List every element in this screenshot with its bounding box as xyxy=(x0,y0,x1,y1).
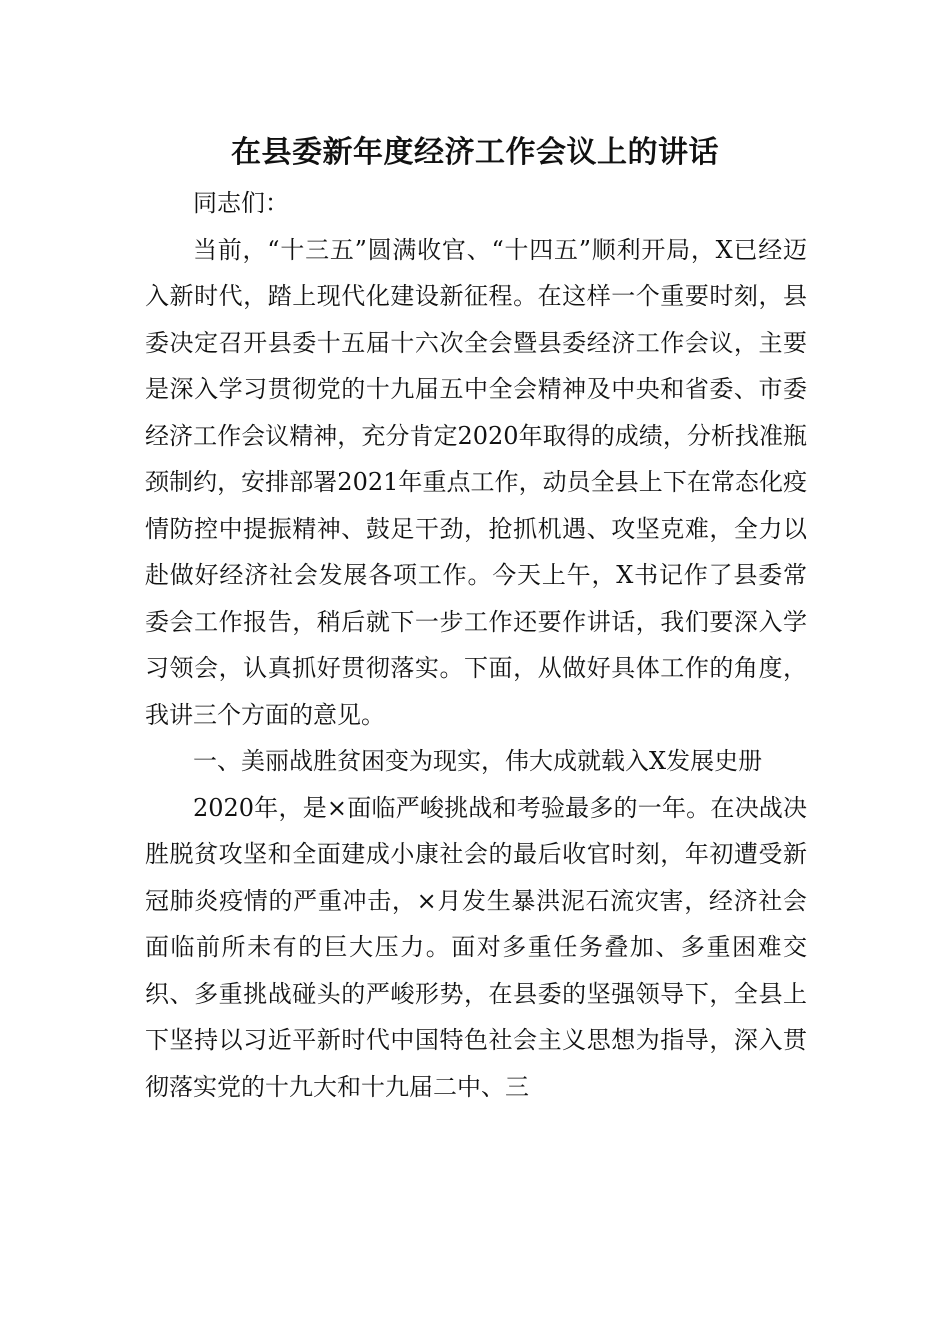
body-paragraph: 2020年，是×面临严峻挑战和考验最多的一年。在决战决胜脱贫攻坚和全面建成小康社会的最后收官时刻，年初遭受新冠肺炎疫情的严重冲击，×月发生暴洪泥石流灾害，经济社会面临前所未有的巨大压力。面对多重任务叠加、多重困难交织、多重挑战碰头的严峻形势，在县委的坚强领导下，全县上下坚持以习近平新时代中国特色社会主义思想为指导，深入贯彻落实党的十九大和十九届二中、三 xyxy=(145,793,807,1101)
greeting-paragraph: 同志们： xyxy=(193,189,289,217)
section-heading: 一、美丽战胜贫困变为现实，伟大成就载入X发展史册 xyxy=(193,747,763,775)
document-body xyxy=(145,180,807,1110)
intro-paragraph: 当前，“十三五”圆满收官、“十四五”顺利开局，X已经迈入新时代，踏上现代化建设新征程。在这样一个重要时刻，县委决定召开县委十五届十六次全会暨县委经济工作会议，主要是深入学习贯彻党的十九届五中全会精神及中央和省委、市委经济工作会议精神，充分肯定2020年取得的成绩，分析找准瓶颈制约，安排部署2021年重点工作，动员全县上下在常态化疫情防控中提振精神、鼓足干劲，抢抓机遇、攻坚克难，全力以赴做好经济社会发展各项工作。今天上午，X书记作了县委常委会工作报告，稍后就下一步工作还要作讲话，我们要深入学习领会，认真抓好贯彻落实。下面，从做好具体工作的角度，我讲三个方面的意见。 xyxy=(145,235,807,729)
document-title: 在县委新年度经济工作会议上的讲话 xyxy=(231,135,719,170)
